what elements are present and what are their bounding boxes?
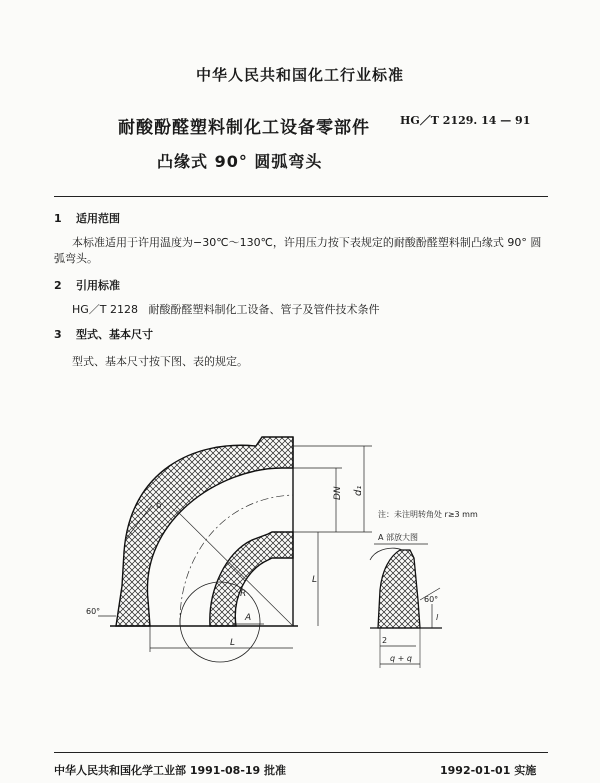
label-detail-2: 2: [382, 636, 388, 645]
label-angle-detail: 60°: [424, 595, 439, 604]
reference-code: HG／T 2128: [72, 303, 139, 316]
section-number: 2: [54, 279, 62, 292]
section-title: 引用标准: [76, 279, 120, 292]
label-l-vertical: L: [312, 575, 318, 585]
section-title: 适用范围: [76, 212, 120, 225]
footer-issuer: 中华人民共和国化学工业部 1991-08-19 批准: [54, 764, 287, 777]
document-subtitle: 凸缘式 90° 圆弧弯头: [157, 152, 323, 171]
label-l-horizontal: L: [230, 638, 236, 648]
note-corner-radius: 注：未注明转角处 r≥3 mm: [378, 510, 478, 519]
elbow-wall-section: [116, 437, 293, 626]
footer-rule: [54, 752, 548, 753]
detail-wall-section: [378, 550, 420, 628]
standard-code: HG／T 2129. 14 — 91: [400, 114, 531, 127]
section-number: 3: [54, 328, 62, 341]
label-detail-q: q + q: [390, 654, 412, 663]
detail-a-view: [370, 544, 442, 668]
label-d1: d₁: [353, 485, 364, 496]
detail-a-title: A 部放大图: [378, 533, 419, 542]
section-title: 型式、基本尺寸: [76, 328, 153, 341]
label-angle-left: 60°: [86, 607, 101, 616]
label-radius: R: [240, 589, 247, 599]
industry-standard-heading: 中华人民共和国化工行业标准: [195, 66, 404, 84]
main-elbow-view: [98, 437, 372, 662]
label-detail-l: l: [436, 613, 439, 622]
scope-line-1: 本标准适用于许用温度为−30℃～130℃，许用压力按下表规定的耐酸酚醛塑料制凸缘式 90° 圆: [72, 236, 542, 249]
section-number: 1: [54, 212, 62, 225]
reference-title: 耐酸酚醛塑料制化工设备、管子及管件技术条件: [148, 303, 380, 316]
type-description: 型式、基本尺寸按下图、表的规定。: [72, 355, 248, 368]
footer-effective-date: 1992-01-01 实施: [440, 764, 537, 777]
document-title: 耐酸酚醛塑料制化工设备零部件: [118, 118, 370, 138]
scope-line-2: 弧弯头。: [54, 252, 98, 265]
label-detail-a-marker: A: [245, 613, 252, 623]
label-wall-thickness: δ: [156, 501, 162, 511]
label-dn: DN: [333, 486, 343, 500]
